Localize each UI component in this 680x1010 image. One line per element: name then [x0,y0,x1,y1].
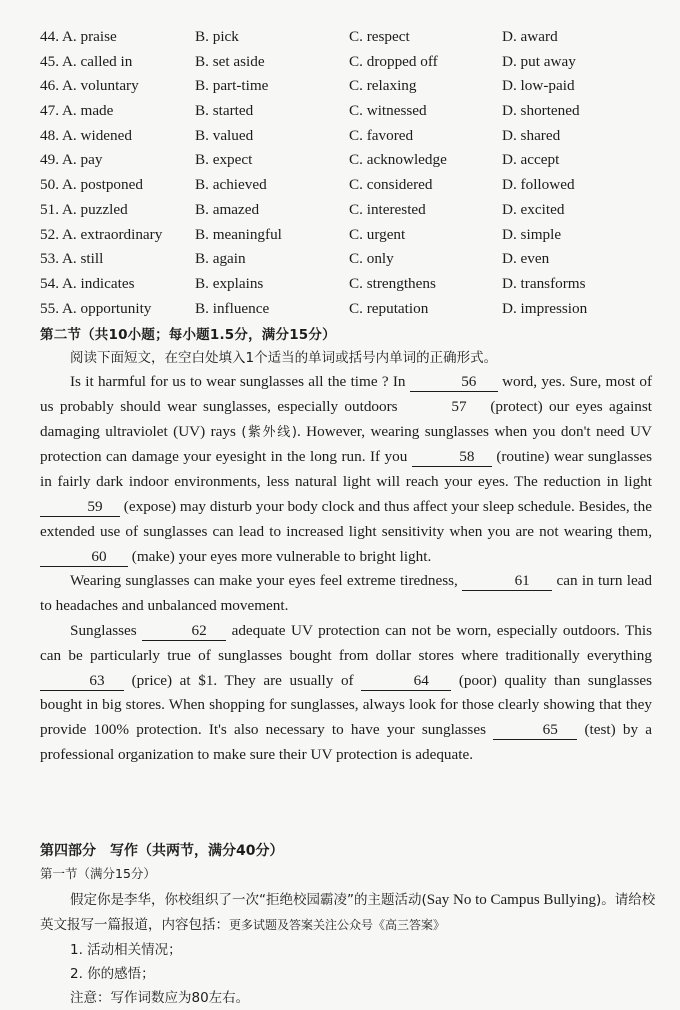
option-row [40,201,587,226]
blank-65[interactable]: 65 [493,721,577,740]
option-b: B. part-time [195,77,269,95]
option-d: D. award [502,28,558,45]
option-a: 55. A. opportunity [40,299,152,317]
option-c: C. respect [349,28,410,45]
writing-part-title: 第四部分 写作（共两节，满分40分） [40,843,284,859]
option-row [40,250,587,275]
option-a: 54. A. indicates [40,274,135,292]
passage-text-cn: (紫外线) [241,424,297,440]
writing-section-title: 第一节（满分15分） [40,866,156,881]
option-d: D. accept [502,151,560,169]
option-c: C. dropped off [349,52,438,70]
option-b: B. explains [195,274,264,292]
option-d: D. simple [502,225,562,243]
passage-text: (expose) may disturb your body clock and thus affect your sleep schedule. Besides, the extended use of sunglasses can lead to increased light sensitivity when you are not wearing them, [40,497,652,540]
passage-text: (poor) quality than sunglasses bought in big stores. When shopping for sunglasses, always look for those clearly showing that they provide 100% protection. It's also necessary to have your sunglasses [40,671,653,739]
option-a: 46. A. voluntary [40,77,139,95]
option-d: D. shortened [502,102,580,120]
option-row [40,28,587,53]
option-b: B. pick [195,28,239,45]
reading-passage [40,370,652,768]
passage-text: (test) by a professional organization to make sure their UV protection is adequate. [40,721,653,763]
option-a: 50. A. postponed [40,176,143,194]
word-count-note: 注意：写作词数应为80左右。 [70,990,250,1006]
option-d: D. excited [502,200,565,218]
option-b: B. influence [195,299,270,317]
option-d: D. shared [502,126,561,144]
blank-59[interactable]: 59 [40,498,120,517]
option-c: C. reputation [349,299,429,317]
option-c: C. witnessed [349,102,427,120]
option-b: B. amazed [195,200,260,218]
passage-text: word, yes. Sure, most of us probably should wear sunglasses, especially outdoors [40,373,653,415]
option-c: C. considered [349,176,433,194]
option-c: C. favored [349,126,414,144]
option-a: 49. A. pay [40,151,103,169]
blank-62[interactable]: 62 [142,622,226,641]
option-c: C. urgent [349,225,406,243]
option-c: C. strengthens [349,274,436,292]
option-d: D. low-paid [502,77,575,95]
option-row [40,300,587,325]
blank-61[interactable]: 61 [462,572,552,591]
section-two-instruction: 阅读下面短文，在空白处填入1个适当的单词或括号内单词的正确形式。 [70,350,498,366]
option-a: 47. A. made [40,102,114,120]
option-b: B. again [195,250,246,268]
passage-text: can in turn lead to headaches and unbalanced movement. [40,572,653,615]
writing-section [40,840,660,1010]
option-d: D. followed [502,176,575,194]
blank-63[interactable]: 63 [40,672,124,691]
prompt-note: 更多试题及答案关注公众号《高三答案》 [229,918,446,932]
section-two-title: 第二节（共10小题；每小题1.5分，满分15分） [40,327,336,343]
option-d: D. put away [502,52,576,70]
option-row [40,127,587,152]
prompt-text: 假定你是李华，你校组织了一次“拒绝校园霸凌”的主题活动( [70,892,427,908]
passage-text: . However, wearing sunglasses when you don't need UV protection can damage your eyesight in the long run. If you [40,422,652,466]
passage-text: (price) at $1. They are usually of [131,671,354,689]
option-d: D. impression [502,299,588,317]
option-row [40,53,587,78]
passage-text: Sunglasses [70,621,137,639]
options-table [40,28,587,324]
passage-text: Wearing sunglasses can make your eyes feel extreme tiredness, [70,572,458,590]
option-row [40,176,587,201]
passage-text: (make) your eyes more vulnerable to bright light. [131,547,432,565]
option-row [40,151,587,176]
option-row [40,77,587,102]
option-a: 45. A. called in [40,52,133,70]
passage-text: Is it harmful for us to wear sunglasses all the time ? In [70,373,406,390]
option-d: D. even [502,250,550,268]
option-b: B. started [195,102,254,120]
option-a: 44. A. praise [40,28,117,45]
prompt-english: Say No to Campus Bullying [426,892,596,908]
requirement-2: 2. 你的感悟； [70,966,155,982]
option-a: 48. A. widened [40,126,132,144]
option-d: D. transforms [502,274,586,292]
blank-64[interactable]: 64 [361,672,451,691]
option-b: B. achieved [195,176,267,194]
option-b: B. set aside [195,52,265,70]
blank-56[interactable]: 56 [410,373,498,392]
passage-text: (routine) wear sunglasses in fairly dark indoor environments, less natural light will reach your eyes. The reduction in light [40,448,653,491]
option-c: C. relaxing [349,77,417,95]
paragraph-2 [40,569,652,619]
blank-57[interactable]: 57 [451,397,467,415]
option-b: B. expect [195,151,253,169]
requirement-1: 1. 活动相关情况； [70,942,182,958]
prompt-text: )。请给校英文报写一篇报道，内容包括： [40,892,656,933]
option-a: 53. A. still [40,250,104,268]
option-b: B. meaningful [195,225,282,243]
option-row [40,275,587,300]
blank-60[interactable]: 60 [40,548,128,567]
option-c: C. acknowledge [349,151,447,169]
passage-text: adequate UV protection can not be worn, especially outdoors. This can be particularly true of sunglasses bought from dollar stores where traditionally everything [40,621,653,664]
paragraph-3 [40,619,652,768]
writing-prompt [40,888,660,938]
option-a: 51. A. puzzled [40,200,128,218]
option-c: C. interested [349,200,426,218]
passage-text: (protect) our eyes against damaging ultraviolet (UV) rays [40,397,653,440]
option-a: 52. A. extraordinary [40,225,163,243]
blank-58[interactable]: 58 [412,448,492,467]
option-c: C. only [349,250,394,268]
paragraph-1 [40,370,652,569]
option-row [40,226,587,251]
option-b: B. valued [195,126,254,144]
option-row [40,102,587,127]
